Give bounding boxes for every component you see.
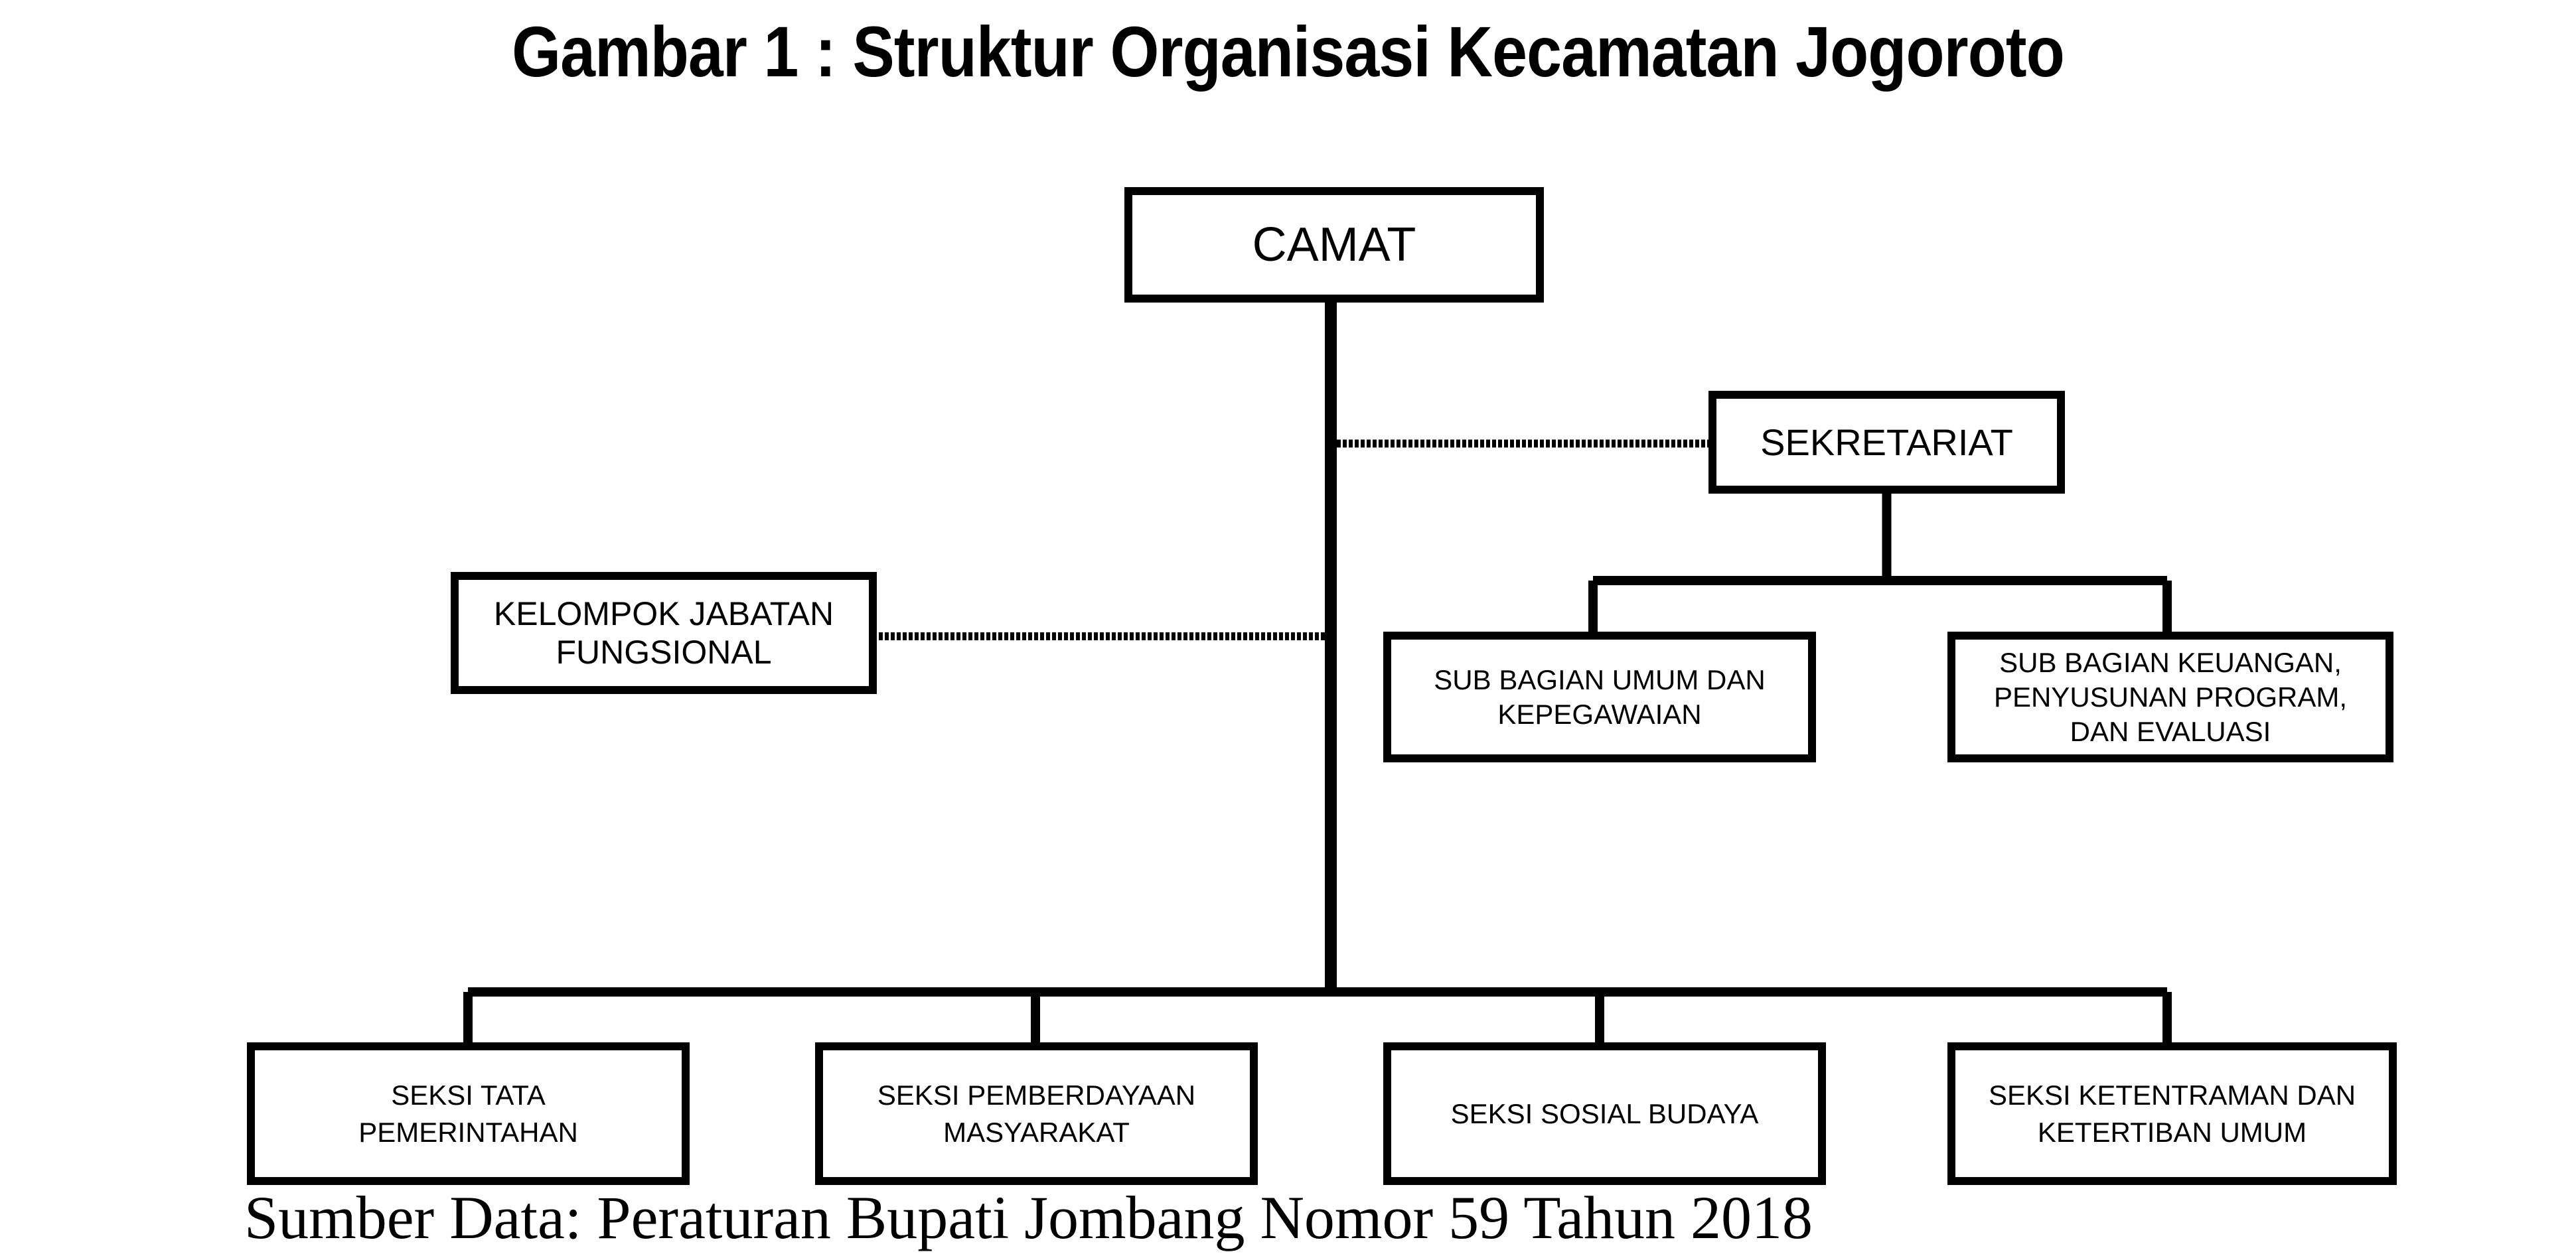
node-seksi-tata-pemerintahan xyxy=(251,1046,686,1181)
node-seksi-pemberdayaan xyxy=(819,1046,1254,1181)
node-sub-bagian-keuangan-label: PENYUSUNAN PROGRAM, xyxy=(1993,681,2348,713)
node-sub-bagian-umum xyxy=(1387,636,1812,758)
node-kelompok-jabatan-fungsional xyxy=(455,576,873,690)
node-seksi-pemberdayaan-label: MASYARAKAT xyxy=(943,1117,1130,1148)
node-seksi-ketentraman-label: KETERTIBAN UMUM xyxy=(2037,1117,2307,1148)
node-seksi-tata-pemerintahan-label: PEMERINTAHAN xyxy=(358,1117,578,1148)
node-seksi-sosial-budaya xyxy=(1387,1046,1822,1181)
node-sub-bagian-umum-label: KEPEGAWAIAN xyxy=(1497,699,1702,730)
node-seksi-pemberdayaan-box xyxy=(819,1046,1254,1181)
node-sekretariat xyxy=(1712,395,2061,490)
node-sub-bagian-umum-label: SUB BAGIAN UMUM DAN xyxy=(1434,664,1766,695)
node-seksi-ketentraman-box xyxy=(1951,1046,2393,1181)
node-seksi-tata-pemerintahan-box xyxy=(251,1046,686,1181)
org-nodes xyxy=(251,191,2393,1181)
node-sub-bagian-keuangan xyxy=(1951,636,2389,758)
node-kelompok-jabatan-fungsional-box xyxy=(455,576,873,690)
source-caption: Sumber Data: Peraturan Bupati Jombang Nomor 59 Tahun 2018 xyxy=(244,1184,1813,1251)
figure-title: Gambar 1 : Struktur Organisasi Kecamatan Jogoroto xyxy=(512,11,2064,92)
node-camat-label: CAMAT xyxy=(1252,218,1416,271)
node-seksi-ketentraman xyxy=(1951,1046,2393,1181)
node-sub-bagian-keuangan-label: DAN EVALUASI xyxy=(2070,716,2271,747)
node-kelompok-jabatan-fungsional-label: FUNGSIONAL xyxy=(556,634,772,671)
node-seksi-tata-pemerintahan-label: SEKSI TATA xyxy=(391,1080,546,1111)
node-seksi-ketentraman-label: SEKSI KETENTRAMAN DAN xyxy=(1988,1080,2356,1111)
node-kelompok-jabatan-fungsional-label: KELOMPOK JABATAN xyxy=(493,595,834,632)
node-seksi-pemberdayaan-label: SEKSI PEMBERDAYAAN xyxy=(877,1080,1196,1111)
node-sekretariat-label: SEKRETARIAT xyxy=(1760,421,2013,463)
node-sub-bagian-umum-box xyxy=(1387,636,1812,758)
node-sub-bagian-keuangan-label: SUB BAGIAN KEUANGAN, xyxy=(1999,647,2342,678)
node-camat xyxy=(1128,191,1540,299)
node-seksi-sosial-budaya-label: SEKSI SOSIAL BUDAYA xyxy=(1450,1098,1759,1129)
